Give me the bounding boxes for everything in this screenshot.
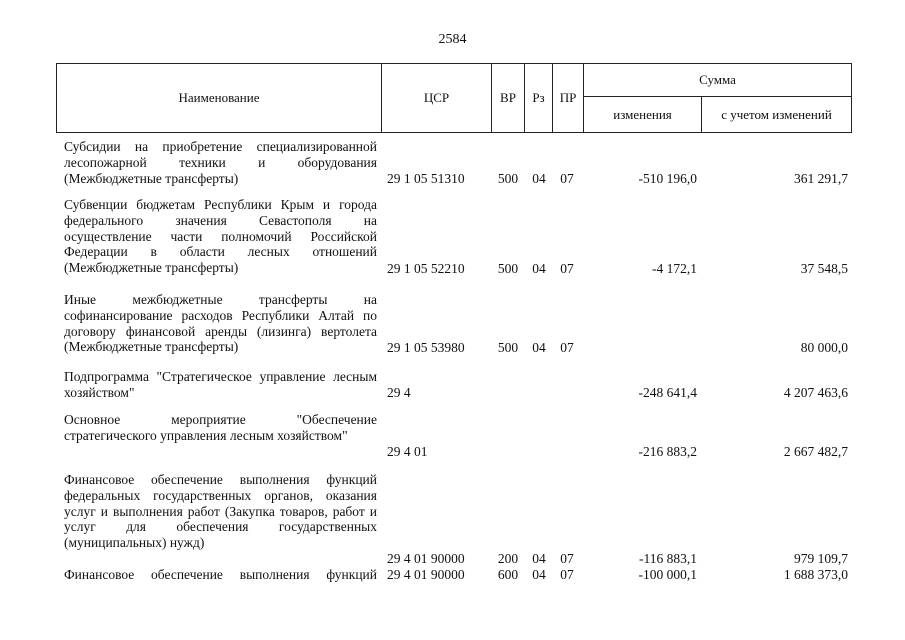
- row-name: Субвенции бюджетам Республики Крым и города федерального значения Севастополя на осуществление части полномочий Российской Федерации в области лесных отношений (Межбюджетные трансферты): [64, 197, 377, 276]
- row-vr: 200: [497, 551, 519, 567]
- row-vr: 600: [497, 567, 519, 583]
- row-pr: 07: [560, 551, 574, 567]
- header-pr: ПР: [559, 90, 577, 105]
- header-rz: Рз: [532, 90, 545, 105]
- row-total: 2 667 482,7: [783, 444, 848, 460]
- row-name: Финансовое обеспечение выполнения функций: [64, 567, 377, 582]
- table-row: [0, 139, 905, 187]
- row-pr: 07: [560, 171, 574, 187]
- row-rz: 04: [532, 340, 546, 356]
- row-csr: 29 1 05 53980: [387, 340, 465, 356]
- table-row: [0, 412, 905, 460]
- table-row: [0, 472, 905, 567]
- row-csr: 29 4: [387, 385, 411, 401]
- row-csr: 29 4 01 90000: [387, 551, 465, 567]
- row-name: Подпрограмма "Стратегическое управление лесным хозяйством": [64, 369, 377, 400]
- header-with-change: с учетом изменений: [721, 106, 832, 122]
- header-name: Наименование: [178, 90, 260, 105]
- page-number: 2584: [438, 32, 467, 47]
- row-name: Финансовое обеспечение выполнения функций федеральных государственных органов, оказания услуг и выполнения работ (Закупка товаров, работ и услуг для обеспечения государственных (муниципальных) нужд): [64, 472, 377, 551]
- row-change: -116 883,1: [639, 551, 697, 567]
- row-total: 80 000,0: [800, 340, 848, 356]
- row-total: 979 109,7: [794, 551, 848, 567]
- table-row: [0, 369, 905, 401]
- header-csr: ЦСР: [423, 90, 450, 105]
- row-change: -248 641,4: [638, 385, 697, 401]
- row-total: 1 688 373,0: [783, 567, 848, 583]
- row-pr: 07: [560, 340, 574, 356]
- row-change: -510 196,0: [638, 171, 697, 187]
- row-change: -4 172,1: [652, 261, 697, 277]
- row-vr: 500: [497, 171, 519, 187]
- row-name: Субсидии на приобретение специализированной лесопожарной техники и оборудования (Межбюджетные трансферты): [64, 139, 377, 186]
- row-name: Основное мероприятие "Обеспечение стратегического управления лесным хозяйством": [64, 412, 377, 443]
- row-csr: 29 4 01: [387, 444, 428, 460]
- row-vr: 500: [497, 261, 519, 277]
- row-name: Иные межбюджетные трансферты на софинансирование расходов Республики Алтай по договору финансовой аренды (лизинга) вертолета (Межбюджетные трансферты): [64, 292, 377, 355]
- row-rz: 04: [532, 171, 546, 187]
- table-row: [0, 292, 905, 356]
- table-row: [0, 197, 905, 277]
- row-pr: 07: [560, 567, 574, 583]
- row-total: 37 548,5: [800, 261, 848, 277]
- header-vr: ВР: [500, 90, 516, 105]
- row-pr: 07: [560, 261, 574, 277]
- header-change: изменения: [613, 106, 672, 122]
- row-csr: 29 4 01 90000: [387, 567, 465, 583]
- row-total: 361 291,7: [794, 171, 848, 187]
- row-rz: 04: [532, 551, 546, 567]
- row-total: 4 207 463,6: [783, 385, 848, 401]
- table-header: [56, 63, 852, 133]
- row-csr: 29 1 05 52210: [387, 261, 465, 277]
- row-change: -100 000,1: [638, 567, 697, 583]
- table-row: [0, 567, 905, 583]
- row-vr: 500: [497, 340, 519, 356]
- row-csr: 29 1 05 51310: [387, 171, 465, 187]
- header-sum: Сумма: [699, 71, 736, 87]
- row-change: -216 883,2: [638, 444, 697, 460]
- row-rz: 04: [532, 567, 546, 583]
- row-rz: 04: [532, 261, 546, 277]
